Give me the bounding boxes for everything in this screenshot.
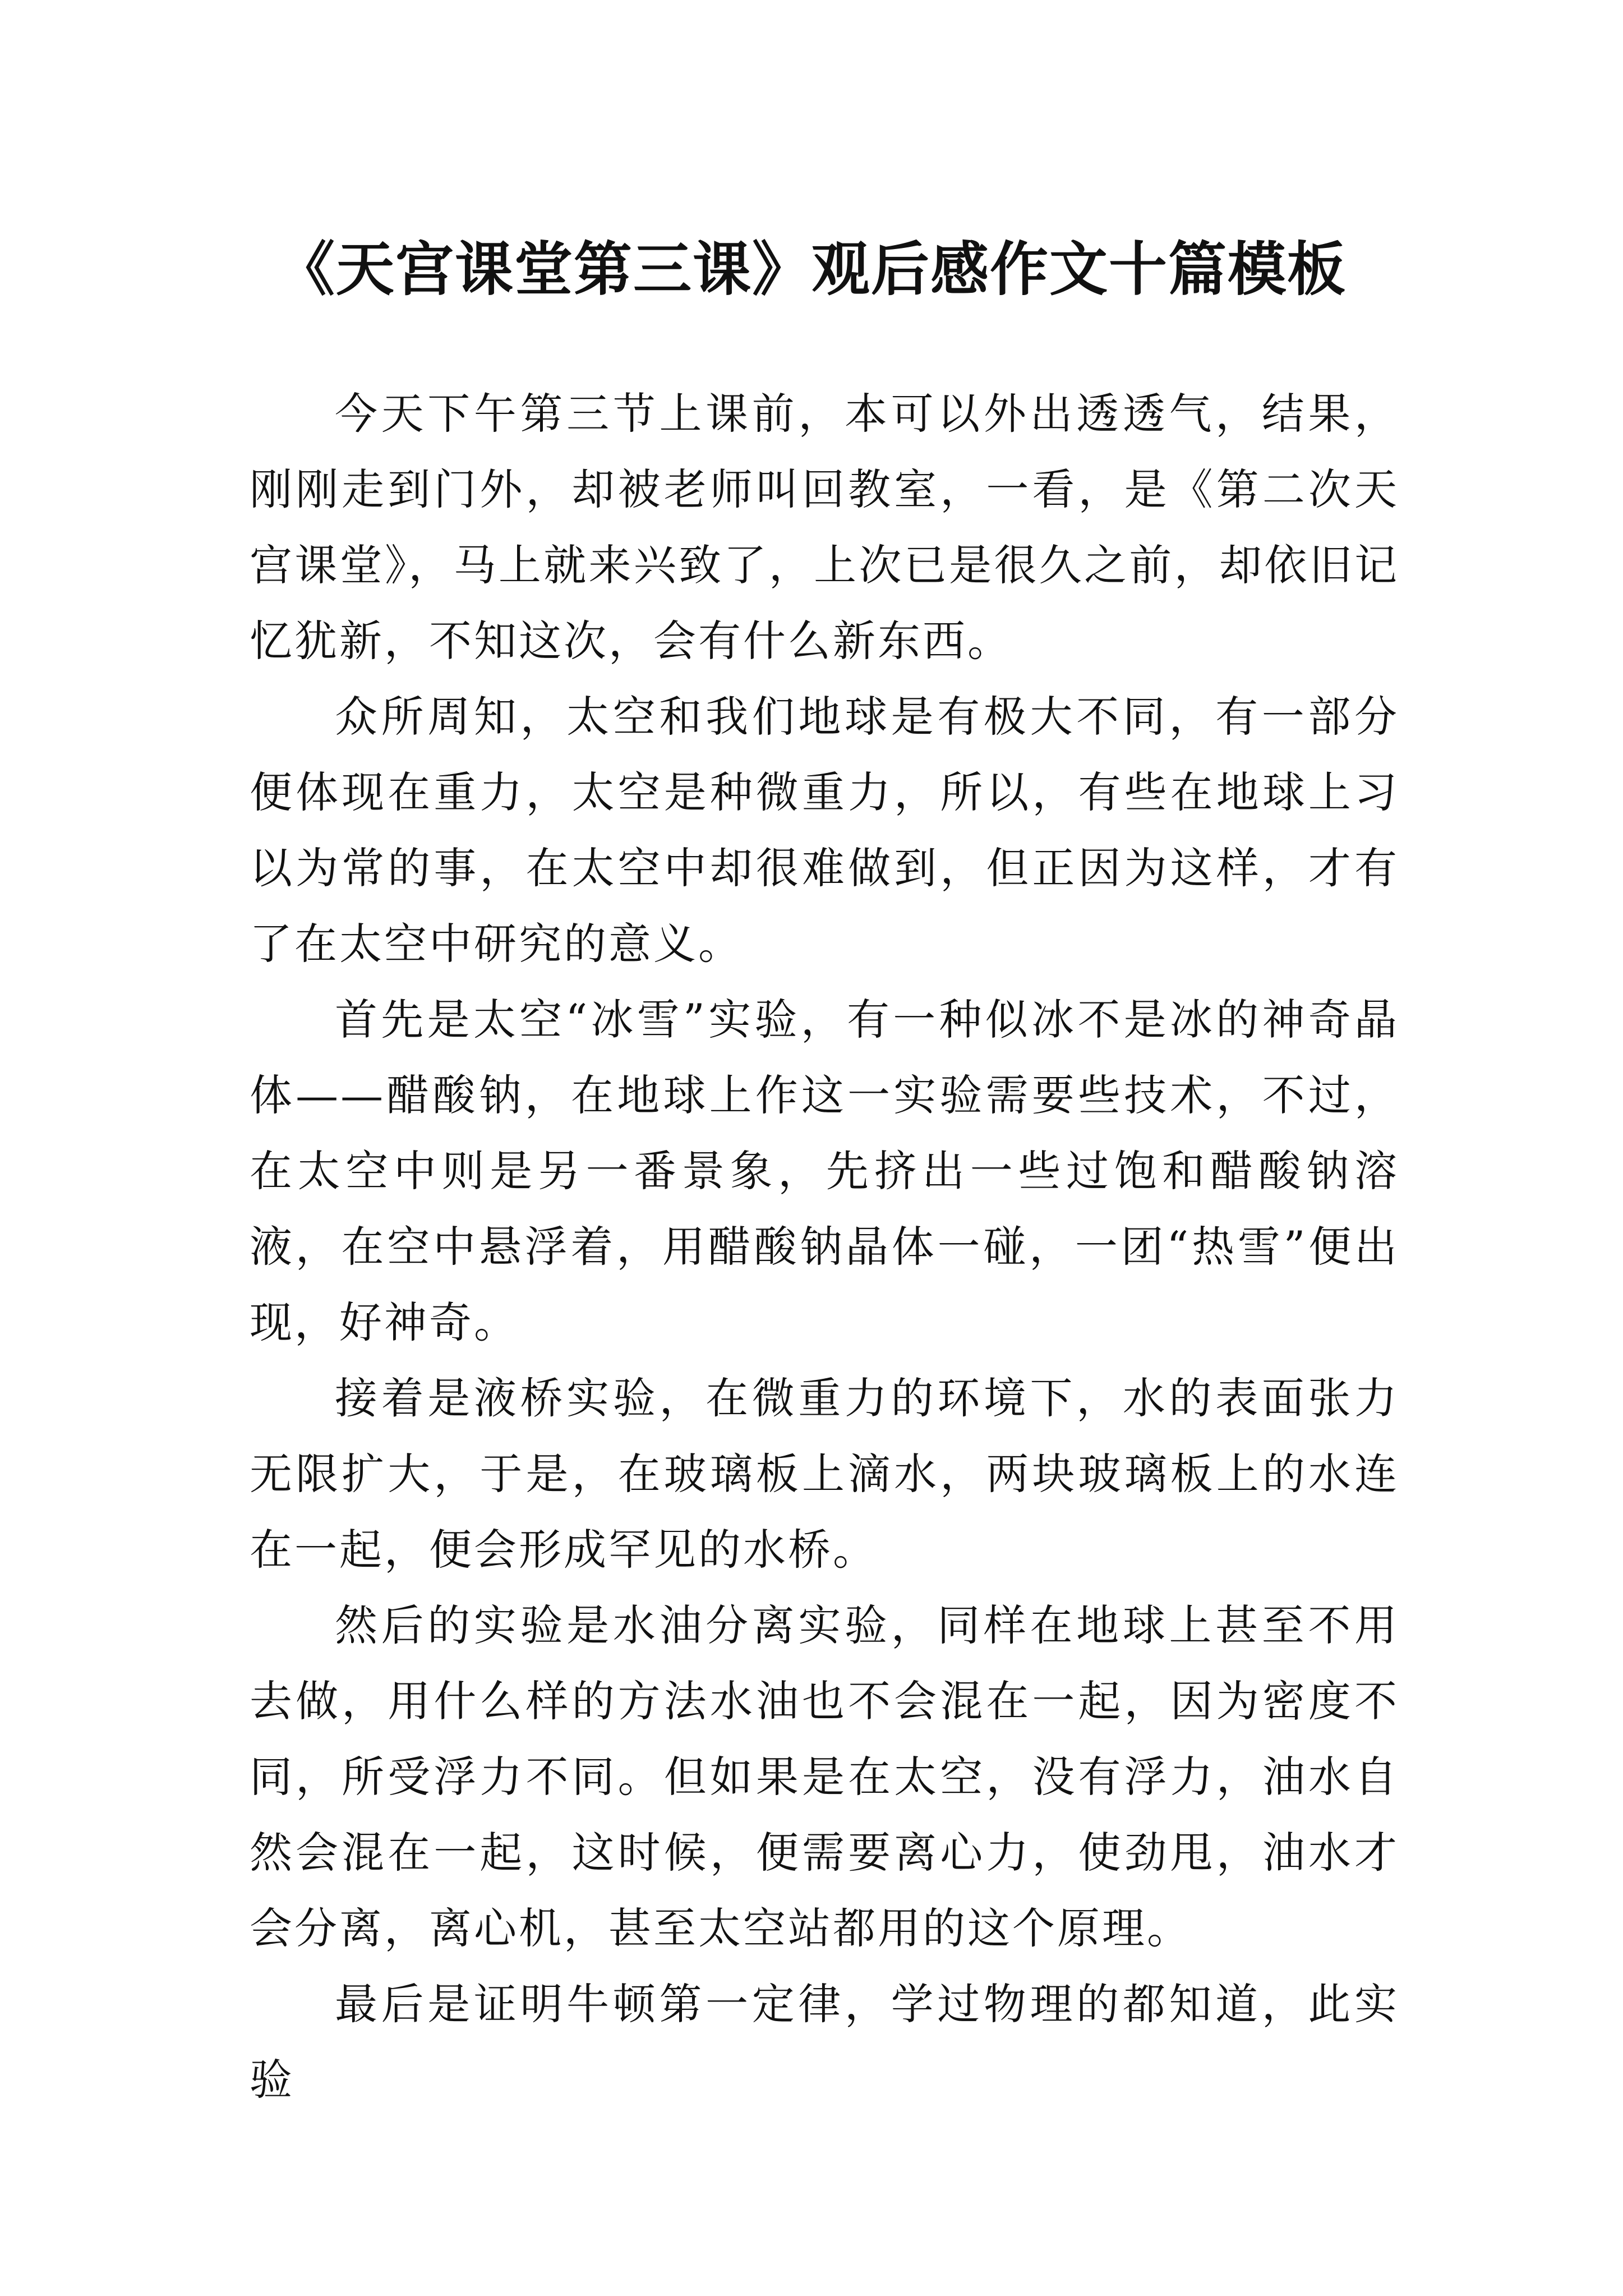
paragraph-3: 首先是太空“冰雪”实验，有一种似冰不是冰的神奇晶体——醋酸钠，在地球上作这一实验需要些技术，不过，在太空中则是另一番景象，先挤出一些过饱和醋酸钠溶液，在空中悬浮着，用醋酸钠晶体一碰，一团“热雪”便出现，好神奇。 [250, 995, 1399, 1347]
paragraph-4: 接着是液桥实验，在微重力的环境下，水的表面张力无限扩大，于是，在玻璃板上滴水，两块玻璃板上的水连在一起，便会形成罕见的水桥。 [250, 1373, 1399, 1575]
document-body [250, 376, 1399, 2118]
paragraph-6: 最后是证明牛顿第一定律，学过物理的都知道，此实验 [250, 1979, 1399, 2105]
paragraph-5: 然后的实验是水油分离实验，同样在地球上甚至不用去做，用什么样的方法水油也不会混在一起，因为密度不同，所受浮力不同。但如果是在太空，没有浮力，油水自然会混在一起，这时候，便需要离心力，使劲甩，油水才会分离，离心机，甚至太空站都用的这个原理。 [250, 1600, 1399, 1953]
paragraph-1: 今天下午第三节上课前，本可以外出透透气，结果，刚刚走到门外，却被老师叫回教室，一看，是《第二次天宫课堂》，马上就来兴致了，上次已是很久之前，却依旧记忆犹新，不知这次，会有什么新东西。 [250, 389, 1399, 666]
paragraph-2: 众所周知，太空和我们地球是有极大不同，有一部分便体现在重力，太空是种微重力，所以，有些在地球上习以为常的事，在太空中却很难做到，但正因为这样，才有了在太空中研究的意义。 [250, 692, 1399, 969]
document-title: 《天宫课堂第三课》观后感作文十篇模板 [276, 234, 1347, 303]
